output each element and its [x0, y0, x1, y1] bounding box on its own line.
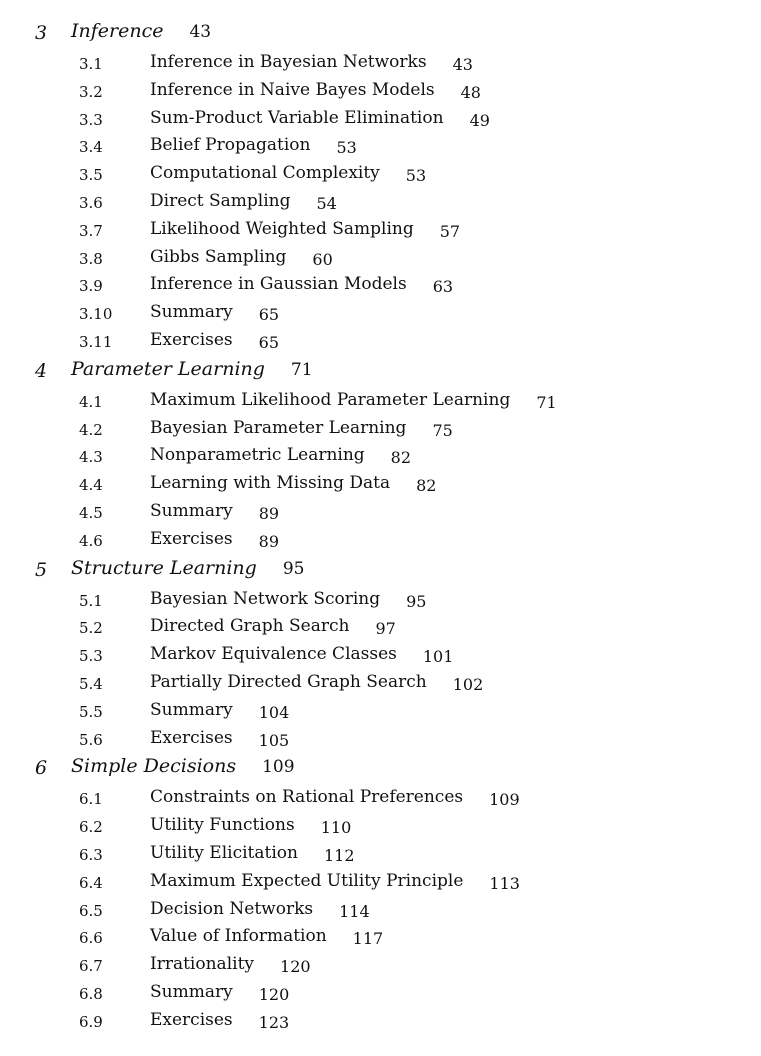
section-title-text[interactable]: Exercises — [150, 329, 233, 350]
section-title[interactable] — [150, 445, 412, 468]
section-number: 6.6 — [79, 929, 103, 948]
chapter-number: 5 — [35, 558, 48, 581]
section-number: 6.9 — [79, 1012, 103, 1031]
section-number: 3.4 — [79, 138, 103, 157]
section-title-text[interactable]: Utility Functions — [150, 815, 295, 836]
chapter-title[interactable] — [71, 557, 304, 579]
section-title-text[interactable]: Sum-Product Variable Elimination — [150, 107, 444, 128]
section-title-text[interactable]: Belief Propagation — [150, 135, 311, 156]
section-page-number[interactable]: 110 — [320, 818, 352, 838]
section-number: 3.9 — [79, 277, 103, 296]
section-title-text[interactable]: Gibbs Sampling — [150, 246, 287, 267]
section-entry[interactable] — [0, 469, 761, 497]
section-entry[interactable] — [0, 441, 761, 469]
section-title[interactable] — [150, 589, 426, 609]
section-page-number[interactable]: 89 — [258, 531, 280, 551]
section-entry[interactable] — [0, 978, 761, 1006]
chapter-number: 6 — [35, 757, 48, 780]
section-number: 3.11 — [79, 332, 113, 351]
section-number: 4.6 — [79, 531, 103, 550]
section-title[interactable] — [150, 274, 454, 297]
chapter-title[interactable] — [71, 20, 211, 42]
section-title-text[interactable]: Summary — [150, 500, 233, 521]
section-title[interactable] — [150, 473, 437, 496]
section-entry[interactable] — [0, 1006, 761, 1034]
section-entry[interactable] — [0, 585, 761, 613]
section-number: 6.7 — [79, 957, 103, 976]
section-entry[interactable] — [0, 724, 761, 752]
section-entry[interactable] — [0, 612, 761, 640]
section-title[interactable] — [150, 390, 557, 410]
section-entry[interactable] — [0, 104, 761, 132]
section-title[interactable] — [150, 954, 311, 977]
section-title[interactable] — [150, 501, 279, 521]
section-entry[interactable] — [0, 668, 761, 696]
section-title-text[interactable]: Inference in Naive Bayes Models — [150, 79, 435, 100]
section-page-number[interactable]: 89 — [258, 503, 280, 523]
section-number: 3.10 — [79, 305, 113, 324]
section-title[interactable] — [150, 108, 490, 128]
section-entry[interactable] — [0, 950, 761, 978]
chapter-title[interactable] — [71, 358, 313, 380]
chapter-number: 3 — [35, 22, 48, 44]
section-entry[interactable] — [0, 76, 761, 104]
section-title[interactable] — [150, 926, 384, 949]
section-number: 5.5 — [79, 702, 103, 721]
section-title-text[interactable]: Summary — [150, 699, 233, 720]
section-entry[interactable] — [0, 525, 761, 553]
section-title[interactable] — [150, 728, 289, 748]
section-title[interactable] — [150, 219, 460, 239]
chapter-page-number[interactable]: 95 — [282, 558, 305, 579]
chapter-heading[interactable] — [0, 751, 761, 783]
section-entry[interactable] — [0, 640, 761, 668]
section-title-text[interactable]: Markov Equivalence Classes — [150, 644, 397, 665]
section-title-text[interactable]: Exercises — [150, 528, 233, 549]
table-of-contents — [0, 16, 761, 1034]
section-title-text[interactable]: Summary — [150, 981, 233, 1002]
chapter-page-number[interactable]: 43 — [189, 22, 212, 42]
section-title[interactable] — [150, 330, 279, 350]
section-title[interactable] — [150, 52, 473, 72]
section-title-text[interactable]: Utility Elicitation — [150, 842, 298, 863]
section-title-text[interactable]: Summary — [150, 302, 233, 323]
section-number: 5.4 — [79, 674, 103, 693]
section-number: 3.2 — [79, 82, 103, 101]
section-title-text[interactable]: Exercises — [150, 1009, 233, 1030]
section-page-number[interactable]: 120 — [258, 984, 290, 1004]
section-title-text[interactable]: Computational Complexity — [150, 163, 380, 184]
section-page-number[interactable]: 65 — [258, 332, 280, 352]
section-title[interactable] — [150, 644, 454, 667]
chapter-heading[interactable] — [0, 354, 761, 386]
chapter-title-text[interactable]: Parameter Learning — [71, 357, 265, 380]
section-page-number[interactable]: 109 — [489, 790, 520, 810]
section-page-number[interactable]: 95 — [406, 591, 427, 611]
section-page-number[interactable]: 75 — [432, 420, 453, 440]
section-title-text[interactable]: Learning with Missing Data — [150, 473, 391, 494]
section-title-text[interactable]: Inference in Gaussian Models — [150, 274, 407, 295]
section-number: 5.2 — [79, 619, 103, 638]
section-number: 3.7 — [79, 221, 103, 240]
section-page-number[interactable]: 102 — [452, 674, 484, 694]
section-title-text[interactable]: Constraints on Rational Preferences — [150, 787, 464, 808]
chapter-heading[interactable] — [0, 553, 761, 585]
section-page-number[interactable]: 60 — [312, 249, 333, 269]
section-number: 6.4 — [79, 873, 103, 892]
section-page-number[interactable]: 54 — [316, 193, 337, 213]
section-page-number[interactable]: 120 — [280, 957, 311, 977]
section-page-number[interactable]: 117 — [352, 929, 384, 949]
section-entry[interactable] — [0, 215, 761, 243]
section-page-number[interactable]: 71 — [536, 392, 557, 412]
section-title[interactable] — [150, 787, 520, 810]
section-number: 3.3 — [79, 110, 103, 129]
section-number: 6.2 — [79, 818, 103, 837]
section-title[interactable] — [150, 871, 520, 891]
section-number: 5.6 — [79, 730, 103, 749]
section-number: 6.8 — [79, 984, 103, 1003]
section-title[interactable] — [150, 616, 396, 639]
section-page-number[interactable]: 97 — [375, 619, 396, 639]
section-title[interactable] — [150, 1010, 289, 1030]
section-entry[interactable] — [0, 414, 761, 442]
section-entry[interactable] — [0, 131, 761, 159]
section-entry[interactable] — [0, 48, 761, 76]
section-page-number[interactable]: 113 — [489, 873, 520, 893]
section-entry[interactable] — [0, 811, 761, 839]
section-page-number[interactable]: 82 — [390, 448, 412, 468]
section-number: 4.3 — [79, 448, 103, 467]
section-page-number[interactable]: 63 — [432, 277, 454, 297]
section-title[interactable] — [150, 163, 427, 186]
section-title[interactable] — [150, 843, 355, 863]
section-page-number[interactable]: 123 — [258, 1012, 290, 1032]
section-title-text[interactable]: Directed Graph Search — [150, 616, 350, 637]
section-title[interactable] — [150, 302, 280, 325]
chapter-heading[interactable] — [0, 16, 761, 48]
section-page-number[interactable]: 101 — [422, 647, 454, 667]
section-page-number[interactable]: 53 — [405, 166, 427, 186]
chapter-number: 4 — [35, 359, 48, 382]
section-title-text[interactable]: Exercises — [150, 727, 233, 748]
section-title[interactable] — [150, 815, 352, 838]
section-entry[interactable] — [0, 159, 761, 187]
section-number: 4.1 — [79, 392, 103, 411]
section-number: 4.5 — [79, 503, 103, 522]
section-number: 3.8 — [79, 249, 103, 268]
section-entry[interactable] — [0, 895, 761, 923]
section-title[interactable] — [150, 672, 483, 692]
section-title[interactable] — [150, 191, 337, 211]
section-page-number[interactable]: 65 — [258, 305, 280, 325]
section-title-text[interactable]: Maximum Expected Utility Principle — [150, 870, 464, 891]
section-title-text[interactable]: Inference in Bayesian Networks — [150, 52, 427, 72]
section-entry[interactable] — [0, 922, 761, 950]
section-entry[interactable] — [0, 839, 761, 867]
chapter-title[interactable] — [71, 755, 295, 777]
section-entry[interactable] — [0, 783, 761, 811]
section-page-number[interactable]: 104 — [258, 702, 290, 722]
section-number: 3.6 — [79, 193, 103, 212]
section-title[interactable] — [150, 700, 289, 720]
section-title-text[interactable]: Partially Directed Graph Search — [150, 671, 427, 692]
section-title-text[interactable]: Irrationality — [150, 954, 255, 975]
section-title[interactable] — [150, 247, 333, 267]
section-number: 6.3 — [79, 845, 103, 864]
section-number: 4.4 — [79, 476, 103, 495]
chapter-page-number[interactable]: 109 — [262, 757, 295, 778]
section-title-text[interactable]: Decision Networks — [150, 898, 314, 919]
section-title-text[interactable]: Value of Information — [150, 926, 327, 947]
chapter-page-number[interactable]: 71 — [290, 359, 313, 380]
section-page-number[interactable]: 105 — [258, 730, 290, 750]
section-page-number[interactable]: 57 — [439, 221, 461, 241]
section-title-text[interactable]: Bayesian Parameter Learning — [150, 417, 407, 438]
section-title[interactable] — [150, 529, 279, 549]
section-number: 3.5 — [79, 166, 103, 185]
chapter-title-text[interactable]: Inference — [71, 20, 164, 42]
section-title[interactable] — [150, 80, 481, 100]
section-entry[interactable] — [0, 243, 761, 271]
section-number: 6.5 — [79, 901, 103, 920]
section-page-number[interactable]: 48 — [460, 82, 481, 102]
section-title-text[interactable]: Maximum Likelihood Parameter Learning — [150, 389, 511, 410]
section-page-number[interactable]: 53 — [336, 138, 357, 158]
section-entry[interactable] — [0, 270, 761, 298]
section-entry[interactable] — [0, 867, 761, 895]
section-title[interactable] — [150, 982, 289, 1002]
section-page-number[interactable]: 112 — [323, 845, 355, 865]
section-title[interactable] — [150, 135, 357, 158]
section-page-number[interactable]: 49 — [469, 110, 490, 130]
section-number: 5.1 — [79, 591, 103, 610]
chapter-title-text[interactable]: Structure Learning — [71, 556, 257, 579]
section-page-number[interactable]: 43 — [452, 55, 473, 74]
section-title-text[interactable]: Nonparametric Learning — [150, 445, 365, 466]
section-title[interactable] — [150, 418, 453, 438]
section-entry[interactable] — [0, 386, 761, 414]
section-title-text[interactable]: Bayesian Network Scoring — [150, 588, 381, 609]
section-entry[interactable] — [0, 298, 761, 326]
section-page-number[interactable]: 114 — [339, 901, 370, 921]
section-number: 6.1 — [79, 790, 103, 809]
section-title[interactable] — [150, 899, 370, 919]
section-entry[interactable] — [0, 187, 761, 215]
section-entry[interactable] — [0, 326, 761, 354]
section-page-number[interactable]: 82 — [416, 476, 437, 496]
section-entry[interactable] — [0, 696, 761, 724]
section-number: 4.2 — [79, 420, 103, 439]
section-number: 5.3 — [79, 647, 103, 666]
section-title-text[interactable]: Likelihood Weighted Sampling — [150, 218, 414, 239]
section-number: 3.1 — [79, 55, 103, 73]
section-title-text[interactable]: Direct Sampling — [150, 190, 291, 211]
chapter-title-text[interactable]: Simple Decisions — [71, 755, 237, 778]
section-entry[interactable] — [0, 497, 761, 525]
